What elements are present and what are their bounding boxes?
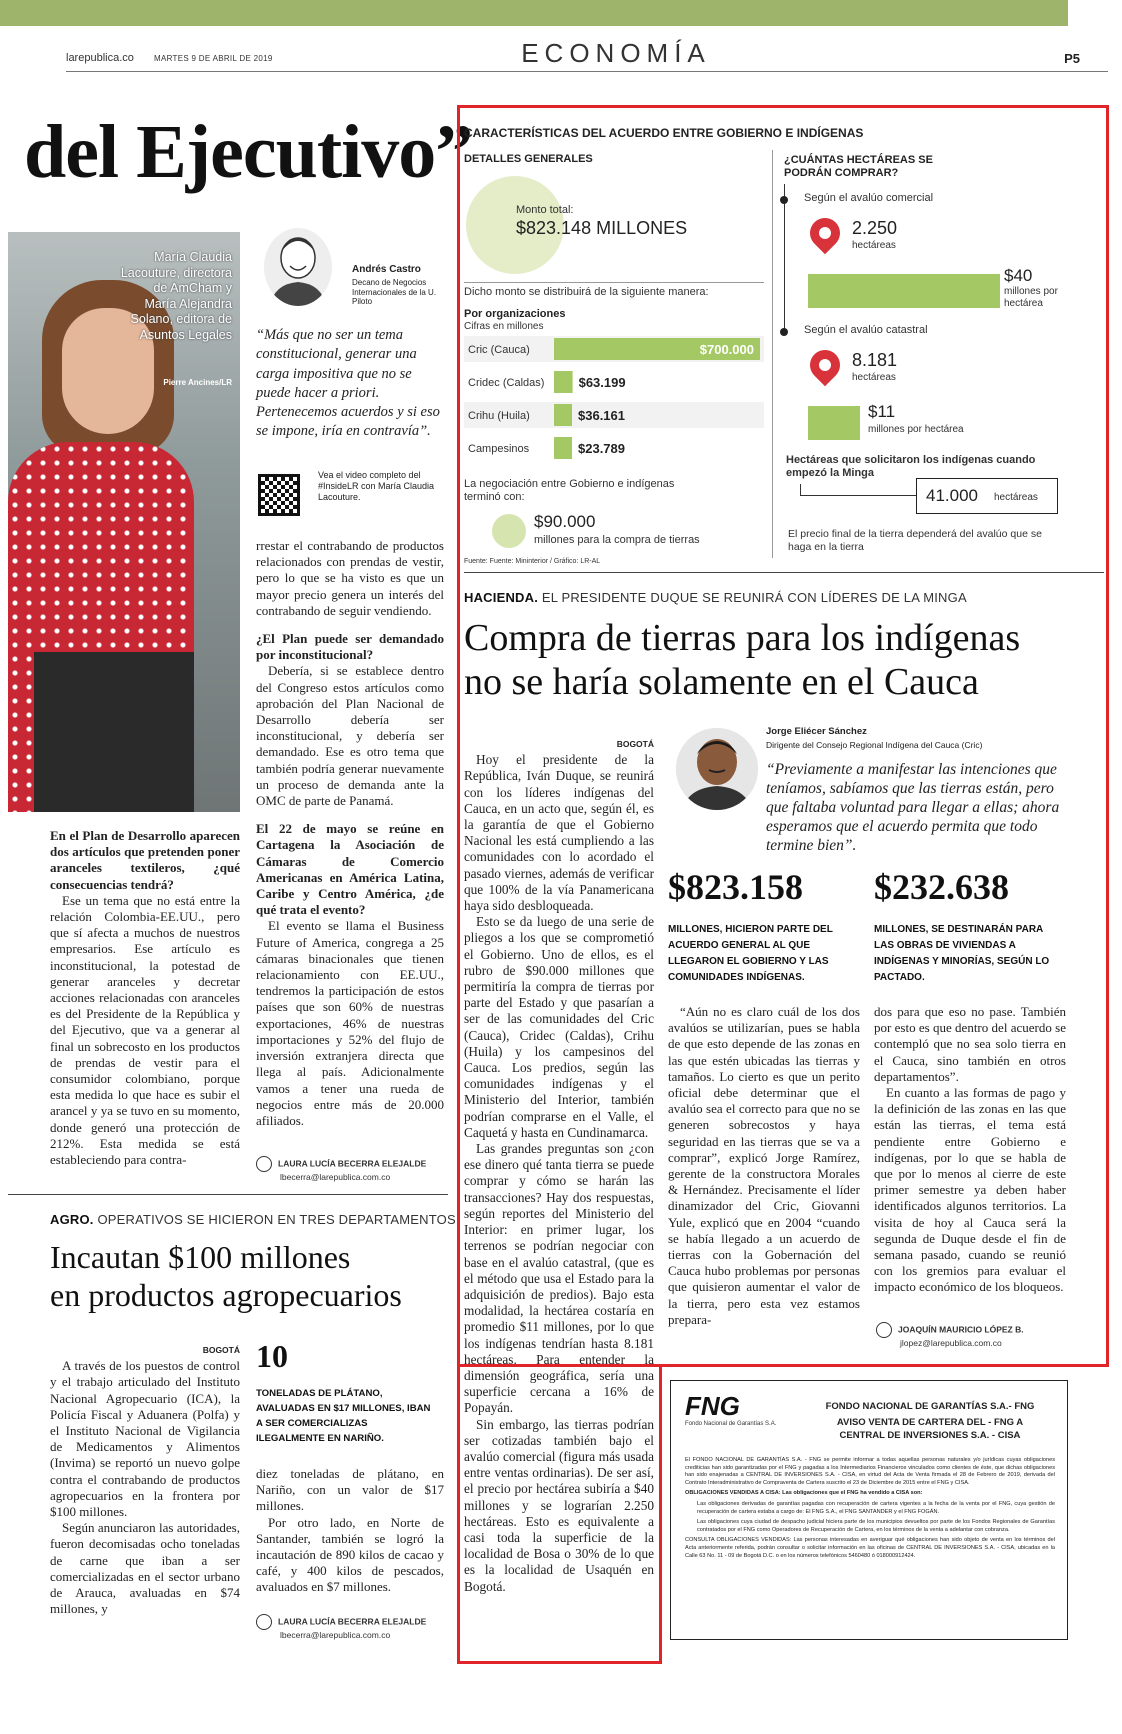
answer-2: Debería, si se establece dentro del Congreso estos artículos como aprobación del Plan Nacional de Desarrollo debería ser inconstitucional, y debería ser demandado. Ese es otro tema que también podría generar nuevamente un proceso de demanda ante la OMC de parte de Panamá. bbox=[256, 663, 444, 809]
catastral-price: $11 bbox=[868, 402, 896, 421]
chart-category-label: Campesinos bbox=[468, 443, 530, 455]
qr-code-icon[interactable] bbox=[258, 474, 300, 516]
answer-1: Ese un tema que no está entre la relación Colombia-EE.UU., pero que sí afecta a muchos de nuestros empresarios. Ese artículo es inconstitucional, la potestad de generar aranceles y decretar acciones relacionadas con aranceles es del Presidente de la República y del Ejecutivo, que va a generar al final un sobrecosto en los productos de prendas de vestir para el consumidor colombiano, porque esta medida lo que hace es subir el arancel y ya se tuvo en su momento, donde generó una protección de 212%. Esta medida se está estableciendo para contra- bbox=[50, 892, 240, 1168]
chart-bar bbox=[554, 371, 573, 393]
infographic-rule-1 bbox=[464, 282, 764, 283]
main-p4: Sin embargo, las tierras podrían ser cotizadas también bajo el avalúo comercial (figura más usada entre ventas ordinarias). De ser así, el precio por hectárea subiría a $40 millones y se lograrían 2.250 hectáreas. Esto es equivalente a casi toda la superficie de la localidad de Bosa o 30% de lo que es la localidad de Usaquén en Bogotá. bbox=[464, 1416, 654, 1594]
main-col3 bbox=[874, 1004, 1066, 1296]
chart-value-label: $36.161 bbox=[578, 408, 625, 423]
agro-stat: 10 bbox=[256, 1338, 288, 1374]
agro-col1 bbox=[50, 1342, 240, 1617]
big-number-1-text: MILLONES, HICIERON PARTE DEL ACUERDO GENERAL AL QUE LLEGARON EL GOBIERNO Y LAS COMUNIDADES INDÍGENAS. bbox=[668, 924, 833, 983]
chart-category-label: Cridec (Caldas) bbox=[468, 377, 545, 389]
fng-advertisement[interactable] bbox=[670, 1380, 1068, 1640]
source-name: Jorge Eliécer Sánchez bbox=[766, 726, 867, 737]
main-p7: En cuanto a las formas de pago y la definición de las zonas en las que están las tierras, el tema está pendiente entre Gobierno e indígenas, por lo que se habla de que por lo menos al cierre de este primer semestre ya deben haber identificados algunos territorios. La visita de hoy al Cauca será la segunda de Duque desde el fin de semana pasado, cuando se reunió con los gremios para evaluar el impacto económico de los bloqueos. bbox=[874, 1085, 1066, 1295]
source-quote: “Previamente a manifestar las intenciones que teníamos, sabíamos que las tierras están, pero que faltaba voluntad para llegar a ellas; ahora esperamos que el acuerdo permita que todo termine bien”. bbox=[766, 761, 1060, 854]
hectares-question: ¿CUÁNTAS HECTÁREAS SE PODRÁN COMPRAR? bbox=[784, 154, 933, 179]
chart-value-label: $23.789 bbox=[578, 441, 625, 456]
agro-headline-line1: Incautan $100 millones bbox=[50, 1239, 351, 1275]
main-headline bbox=[464, 616, 1020, 704]
fng-logo: FNG bbox=[685, 1391, 740, 1421]
catastral-label: Según el avalúo catastral bbox=[804, 324, 928, 336]
main-p3: Las grandes preguntas son ¿con ese dinero qué tanta tierra se puede comprar y cómo se harán las transacciones? Hay dos respuestas, según reportes del Ministerio del Interior: en primer lugar, los terrenos se podrían negociar con base en el avalúo catastral, (que es el método que usa el Estado para la adquisición de predios). Bajo esta modalidad, la hectárea costaría en promedio $11 millones, por lo que los indígenas tendrían hasta 8.181 hectáreas. Para entender la dimensión geográfica, sería una superficie cercana a 16% de Popayán. bbox=[464, 1141, 654, 1416]
answer-1-continued: rrestar el contrabando de productos relacionados con prendas de vestir, pero lo que se ha visto es que un mayor precio genera un interés del contrabando de seguir vendiendo. bbox=[256, 538, 444, 618]
monto-value: $823.148 MILLONES bbox=[516, 218, 688, 238]
byline-email[interactable]: lbecerra@larepublica.com.co bbox=[280, 1172, 391, 1182]
comercial-price: $40 bbox=[1004, 266, 1033, 285]
avatar-sketch bbox=[264, 228, 332, 306]
main-byline-icon bbox=[876, 1322, 892, 1338]
distribution-note: Dicho monto se distribuirá de la siguiente manera: bbox=[464, 286, 709, 298]
catastral-price-bar bbox=[808, 406, 860, 440]
chart-bar bbox=[554, 437, 572, 459]
final-price-note: El precio final de la tierra dependerá del avalúo que se haga en la tierra bbox=[788, 528, 1042, 553]
main-col1 bbox=[464, 736, 654, 1595]
photo-credit: Pierre Ancines/LR bbox=[163, 378, 232, 387]
agro-byline-author: LAURA LUCÍA BECERRA ELEJALDE bbox=[278, 1616, 427, 1627]
avatar-jorge-sanchez bbox=[676, 728, 758, 810]
infographic-source: Fuente: Fuente: Mininterior / Gráfico: LR-AL bbox=[464, 558, 601, 565]
main-kicker-bold: HACIENDA. bbox=[464, 590, 539, 605]
comercial-price-bar bbox=[808, 274, 1000, 308]
comercial-price-unit: millones por hectárea bbox=[1004, 286, 1058, 309]
question-2: ¿El Plan puede ser demandado por inconstitucional? bbox=[256, 631, 444, 663]
monto-label: Monto total: bbox=[516, 204, 574, 216]
negotiation-value: $90.000 bbox=[534, 512, 596, 531]
agro-byline bbox=[256, 1614, 446, 1641]
interview-col2 bbox=[256, 538, 444, 1129]
video-note: Vea el video completo del #InsideLR con María Claudia Lacouture. bbox=[318, 470, 435, 502]
negotiation-note: La negociación entre Gobierno e indígenas terminó con: bbox=[464, 478, 675, 503]
answer-3: El evento se llama el Business Future of America, congrega a 25 cámaras binacionales que tienen relacionamiento con EE.UU., tendremos la participación de estos países que son 60% de nuestras exportaciones, 46% de nuestras importaciones y 52% del flujo de inversión extranjera directa que llega al país. Adicionalmente vamos a tener una rueda de negocios entre más de 20.000 afiliados. bbox=[256, 918, 444, 1128]
fng-logo-subtitle: Fondo Nacional de Garantías S.A. bbox=[685, 1421, 777, 1427]
fng-ad-title-2: AVISO VENTA DE CARTERA DEL - FNG A bbox=[836, 1417, 1024, 1428]
agro-stat-text: TONELADAS DE PLÁTANO, AVALUADAS EN $17 MILLONES, IBAN A SER COMERCIALIZAS ILEGALMENTE EN NARIÑO. bbox=[256, 1388, 431, 1444]
photo-skirt bbox=[34, 652, 194, 812]
infographic-divider bbox=[772, 150, 773, 558]
expert-role: Decano de Negocios Internacionales de la U. Piloto bbox=[352, 278, 437, 306]
page-header bbox=[66, 38, 1108, 72]
main-headline-line1: Compra de tierras para los indígenas bbox=[464, 617, 1021, 659]
agro-kicker bbox=[50, 1212, 456, 1227]
org-unit: Cifras en millones bbox=[464, 321, 544, 332]
question-3: El 22 de mayo se reúne en Cartagena la Asociación de Cámaras de Comercio Americanas en América Latina, Caribe y Centro América, ¿de qué trata el evento? bbox=[256, 821, 444, 918]
main-p1: Hoy el presidente de la República, Iván Duque, se reunirá con los líderes indígenas del Cauca, en un acto que, según él, es la garantía de que el Gobierno Nacional les está cumpliendo a las comunidades con lo acordado el pasado viernes, además de verificar que 100% de la vía Panamericana haya sido desbloqueada. bbox=[464, 752, 654, 914]
chart-category-label: Cric (Cauca) bbox=[468, 344, 530, 356]
main-kicker-text: EL PRESIDENTE DUQUE SE REUNIRÁ CON LÍDERES DE LA MINGA bbox=[541, 590, 967, 605]
fng-ad-text-5: CONSULTA OBLIGACIONES VENDIDAS: Las personas interesadas en averiguar qué obligaciones han sido objeto de venta en los términos del Acta anteriormente referida, podrán consultar o solicitar información en las oficinas de CENTRAL DE INVERSIONES S.A. - CISA, ubicadas en la Calle 63 No. 11 - 09 de Bogotá D.C. o en los números telefónicos 5460480 ó 018000912424. bbox=[685, 1537, 1055, 1559]
question-1: En el Plan de Desarrollo aparecen dos artículos que pretenden poner aranceles textileros, ¿qué consecuencias tendrá? bbox=[50, 828, 240, 892]
photo-caption: María Claudia Lacouture, directora de AmCham y María Alejandra Solano, editora de Asuntos Legales bbox=[120, 250, 232, 342]
fng-ad-body bbox=[685, 1457, 1055, 1560]
avatar-andres-castro bbox=[264, 228, 332, 306]
agro-body-3: diez toneladas de plátano, en Nariño, con un valor de $17 millones. bbox=[256, 1466, 444, 1514]
hectares-vline bbox=[784, 184, 785, 332]
expert-quote: “Más que no ser un tema constitucional, generar una carga impositiva que no se puede hacer a priori. Pertenecemos acuerdos y si eso se impone, iría en contravía”. bbox=[256, 327, 440, 440]
infographic-subtitle: DETALLES GENERALES bbox=[464, 153, 593, 165]
fng-ad-text-3: Las obligaciones derivadas de garantías pagadas con recuperación de cartera vigentes a la fecha de la venta por el FNG, cuya gestión de recuperación de cartera estaba a cargo de: El FNG S.A., el FNG SANTANDER y el FNG FOGÁN. bbox=[697, 1500, 1055, 1515]
section-title: ECONOMÍA bbox=[521, 38, 711, 68]
org-bar-chart bbox=[464, 336, 764, 466]
chart-value-label: $63.199 bbox=[578, 375, 626, 390]
requested-label: Hectáreas que solicitaron los indígenas cuando empezó la Minga bbox=[786, 454, 1036, 479]
agro-dateline: BOGOTÁ bbox=[202, 1345, 240, 1355]
site-name[interactable]: larepublica.co bbox=[66, 52, 134, 64]
negotiation-text: millones para la compra de tierras bbox=[534, 534, 700, 546]
agro-kicker-text: OPERATIVOS SE HICIERON EN TRES DEPARTAMENTOS bbox=[97, 1212, 456, 1227]
comercial-dot bbox=[780, 196, 788, 204]
interview-photo bbox=[8, 232, 240, 812]
main-kicker bbox=[464, 590, 967, 605]
requested-unit: hectáreas bbox=[994, 492, 1038, 503]
fng-ad-title-1: FONDO NACIONAL DE GARANTÍAS S.A.- FNG bbox=[825, 1401, 1035, 1412]
main-p5: “Aún no es claro cuál de los dos avalúos se utilizarían, pues se habla de que esto depende de las zonas en las que estén ubicadas las tierras y tamaños. Lo cierto es que un perito oficial debe determinar que el avalúo sea el correcto para que no se generen sobrecostos y haya seguridad en las tierras que se va a comprar”, explicó Jorge Ramírez, gerente de la constructora Morales & Hernández. Precisamente el líder dinamizador del Cric, Giovanni Yule, explicó que en 2004 “cuando se había llegado a un acuerdo de tierras con la Gobernación del Cauca hubo problemas por personas que quisieron aumentar el valor de la tierra, pero esta vez estamos prepara- bbox=[668, 1004, 860, 1327]
fng-ad-text-4: Las obligaciones cuya ciudad de despacho judicial hiciera parte de los municipios devueltos por parte de los Fondos Regionales de Garantías contratados por el FNG como Operadores de Recuperación de Cartera, en los términos de la venta a adelantar con cobranza. bbox=[697, 1519, 1055, 1533]
infographic-title: CARACTERÍSTICAS DEL ACUERDO ENTRE GOBIERNO E INDÍGENAS bbox=[464, 126, 864, 140]
org-label: Por organizaciones bbox=[464, 308, 566, 320]
negotiation-circle bbox=[492, 514, 526, 548]
comercial-label: Según el avalúo comercial bbox=[804, 192, 934, 204]
agro-body-2: Según anunciaron las autoridades, fueron decomisadas ocho toneladas de carne que iban a ser comercializadas en el sector urbano de Arauca, avaluadas en $74 millones, y bbox=[50, 1520, 240, 1617]
avatar-photo bbox=[676, 728, 758, 810]
expert-name: Andrés Castro bbox=[352, 264, 421, 275]
infographic-bottom-rule bbox=[464, 572, 1104, 573]
chart-bar bbox=[554, 404, 572, 426]
agro-byline-icon bbox=[256, 1614, 272, 1630]
fng-ad-text-2: OBLIGACIONES VENDIDAS A CISA: Las obligaciones que el FNG ha vendido a CISA son: bbox=[685, 1490, 923, 1497]
page-number: P5 bbox=[1064, 51, 1080, 66]
agro-headline bbox=[50, 1238, 402, 1314]
agro-col2 bbox=[256, 1466, 444, 1596]
chart-value-label: $700.000 bbox=[699, 342, 754, 357]
source-role: Dirigente del Consejo Regional Indígena del Cauca (Cric) bbox=[766, 740, 983, 750]
byline-author: LAURA LUCÍA BECERRA ELEJALDE bbox=[278, 1158, 427, 1169]
requested-value: 41.000 bbox=[926, 486, 978, 505]
main-p6: dos para que eso no pase. También por esto es que dentro del acuerdo se contempló que no sea solo tierra en el Cauca, sino también en otros departamentos”. bbox=[874, 1004, 1066, 1084]
catastral-ha-word: hectáreas bbox=[852, 372, 896, 383]
main-dateline: BOGOTÁ bbox=[616, 739, 654, 749]
main-col2 bbox=[668, 1004, 860, 1328]
main-p2: Esto se da luego de una serie de pliegos a los que se comprometió el Gobierno. Uno de ellos, es el rubro de $90.000 millones que permitiría la compra de tierras por parte del Estado y que pasarían a ser de las comunidades del Cric (Cauca), Cridec (Caldas), Crihu (Huila) y los campesinos del Cauca. Los predios, según las comunidades indígenas y el Ministerio del Interior, también podrían comprarse en el Valle, el Caquetá y hasta en Cundinamarca. bbox=[464, 914, 654, 1140]
big-number-2: $232.638 bbox=[874, 867, 1009, 907]
top-color-bar bbox=[0, 0, 1068, 26]
catastral-hectares: 8.181 bbox=[852, 350, 898, 370]
chart-category-label: Crihu (Huila) bbox=[468, 410, 530, 422]
agro-body-1: A través de los puestos de control y el trabajo articulado del Instituto Nacional Agropecuario (ICA), la Policía Fiscal y Aduanera (Polfa) y el Instituto Nacional de Vigilancia de Medicamentos y Alimentos (Invima) se reportó un nuevo golpe contra el contrabando de productos agropecuarios en la frontera por $100 millones. bbox=[50, 1358, 240, 1520]
interview-byline bbox=[256, 1156, 446, 1183]
fng-ad-title-3: CENTRAL DE INVERSIONES S.A. - CISA bbox=[839, 1430, 1021, 1441]
main-byline-email[interactable]: jlopez@larepublica.com.co bbox=[900, 1338, 1002, 1348]
agro-body-4: Por otro lado, en Norte de Santander, también se logró la incautación de 890 kilos de cacao y café, y 400 kilos de pescados, avaluados en $7 millones. bbox=[256, 1514, 444, 1595]
big-number-1: $823.158 bbox=[668, 867, 803, 907]
issue-date: MARTES 9 DE ABRIL DE 2019 bbox=[154, 54, 273, 63]
agro-kicker-bold: AGRO. bbox=[50, 1212, 94, 1227]
comercial-hectares: 2.250 bbox=[852, 218, 898, 238]
fng-ad-text-1: El FONDO NACIONAL DE GARANTÍAS S.A. - FNG se permite informar a todas aquellas personas naturales y/o jurídicas cuyas obligaciones crediticias han sido garantizadas por el FNG y pagadas a los Intermediarios Financieros vinculados como clientes de éste, que dichas obligaciones han sido enajenadas a CENTRAL DE INVERSIONES S.A. - CISA, en virtud del Acta de Venta firmada el 28 de Febrero de 2019, derivada del Contrato Interadministrativo de Compraventa de Cartera suscrito el 23 de Diciembre de 2015 entre el FNG y CISA. bbox=[685, 1457, 1055, 1486]
catastral-dot bbox=[780, 328, 788, 336]
big-number-2-text: MILLONES, SE DESTINARÁN PARA LAS OBRAS DE VIVIENDAS A INDÍGENAS Y MINORÍAS, SEGÚN LO PACTADO. bbox=[874, 924, 1050, 983]
main-headline-line2: no se haría solamente en el Cauca bbox=[464, 661, 979, 703]
agro-byline-email[interactable]: lbecerra@larepublica.com.co bbox=[280, 1630, 391, 1640]
requested-connector bbox=[800, 484, 916, 496]
divider-left bbox=[8, 1194, 448, 1195]
agro-headline-line2: en productos agropecuarios bbox=[50, 1277, 402, 1313]
interview-col1 bbox=[50, 828, 240, 1168]
comercial-ha-word: hectáreas bbox=[852, 240, 896, 251]
main-byline bbox=[876, 1322, 1066, 1349]
byline-icon bbox=[256, 1156, 272, 1172]
main-byline-author: JOAQUÍN MAURICIO LÓPEZ B. bbox=[898, 1324, 1024, 1335]
catastral-price-unit: millones por hectárea bbox=[868, 424, 964, 435]
interview-title: del Ejecutivo” bbox=[24, 110, 473, 194]
